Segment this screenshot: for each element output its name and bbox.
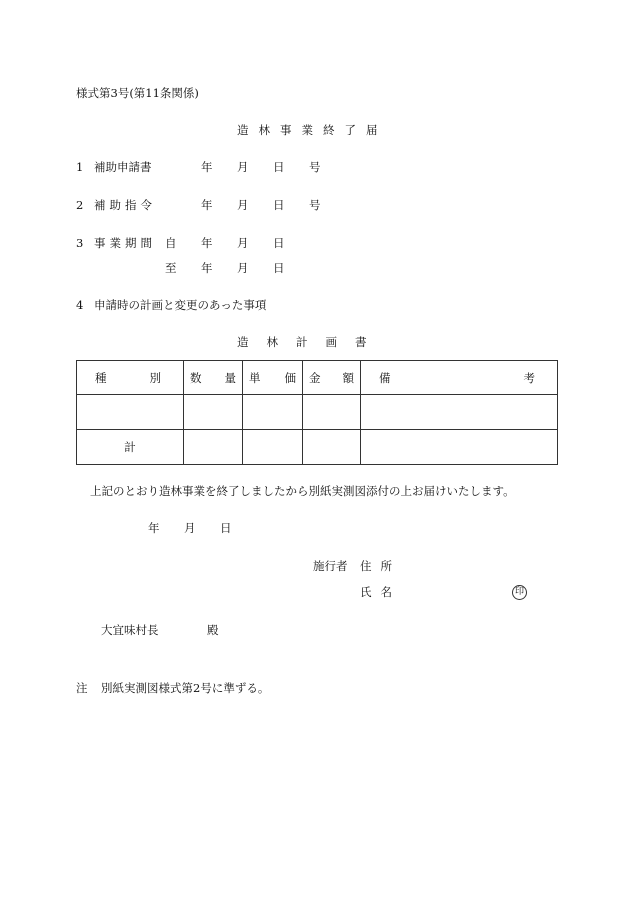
day-label: 日 — [273, 261, 285, 275]
month-label: 月 — [237, 160, 249, 174]
year-label: 年 — [201, 160, 213, 174]
period-from-label: 自 — [165, 236, 177, 250]
day-label: 日 — [220, 521, 232, 535]
month-label: 月 — [237, 198, 249, 212]
header-text: 数 — [190, 370, 202, 385]
header-text: 別 — [149, 370, 161, 385]
table-cell — [303, 395, 361, 430]
table-cell — [77, 395, 184, 430]
recipient-honorific: 殿 — [207, 623, 219, 637]
year-label: 年 — [201, 261, 213, 275]
column-header-type — [77, 361, 184, 395]
header-text: 種 — [95, 370, 107, 385]
seal-mark — [512, 585, 527, 600]
statement-text: 上記のとおり造林事業を終了しましたから別紙実測図添付の上お届けいたします。 — [90, 484, 515, 498]
table-cell — [243, 395, 303, 430]
item-number: 1 — [76, 160, 84, 174]
name-label: 氏名 — [360, 585, 401, 599]
month-label: 月 — [237, 236, 249, 250]
table-cell — [184, 430, 243, 465]
day-label: 日 — [273, 236, 285, 250]
total-label-cell — [77, 430, 184, 465]
table-cell — [243, 430, 303, 465]
number-label: 号 — [309, 198, 321, 212]
plan-title: 造林計画書 — [237, 335, 385, 349]
note-text: 別紙実測図様式第2号に準ずる。 — [101, 681, 270, 695]
item-label: 申請時の計画と変更のあった事項 — [94, 298, 267, 312]
column-header-quantity — [184, 361, 243, 395]
plan-table — [76, 360, 558, 465]
applicant-label: 施行者 — [313, 559, 348, 573]
item-label: 補助指令 — [94, 198, 156, 212]
table-cell — [303, 430, 361, 465]
column-header-remarks — [361, 361, 558, 395]
year-label: 年 — [201, 236, 213, 250]
header-text: 備 — [379, 370, 391, 385]
total-label: 計 — [124, 440, 136, 454]
column-header-unit-price — [243, 361, 303, 395]
header-text: 金 — [309, 370, 321, 385]
month-label: 月 — [237, 261, 249, 275]
year-label: 年 — [148, 521, 160, 535]
header-text: 量 — [224, 370, 236, 385]
seal-text: 印 — [512, 585, 527, 600]
header-text: 価 — [284, 370, 296, 385]
recipient-title: 大宜味村長 — [101, 623, 159, 637]
note-prefix: 注 — [76, 681, 88, 695]
header-text: 考 — [523, 370, 535, 385]
address-label: 住所 — [360, 559, 401, 573]
item-number: 4 — [76, 298, 84, 312]
table-row — [77, 395, 558, 430]
table-header-row — [77, 361, 558, 395]
item-label: 補助申請書 — [94, 160, 152, 174]
header-text: 単 — [249, 370, 261, 385]
item-number: 3 — [76, 236, 84, 250]
header-text: 額 — [342, 370, 354, 385]
number-label: 号 — [309, 160, 321, 174]
day-label: 日 — [273, 160, 285, 174]
period-to-label: 至 — [165, 261, 177, 275]
month-label: 月 — [184, 521, 196, 535]
day-label: 日 — [273, 198, 285, 212]
form-number: 様式第3号(第11条関係) — [76, 86, 199, 100]
item-label: 事業期間 — [94, 236, 156, 250]
table-total-row — [77, 430, 558, 465]
item-number: 2 — [76, 198, 84, 212]
table-cell — [361, 395, 558, 430]
document-title: 造林事業終了届 — [237, 123, 388, 137]
table-cell — [184, 395, 243, 430]
table-cell — [361, 430, 558, 465]
column-header-amount — [303, 361, 361, 395]
year-label: 年 — [201, 198, 213, 212]
